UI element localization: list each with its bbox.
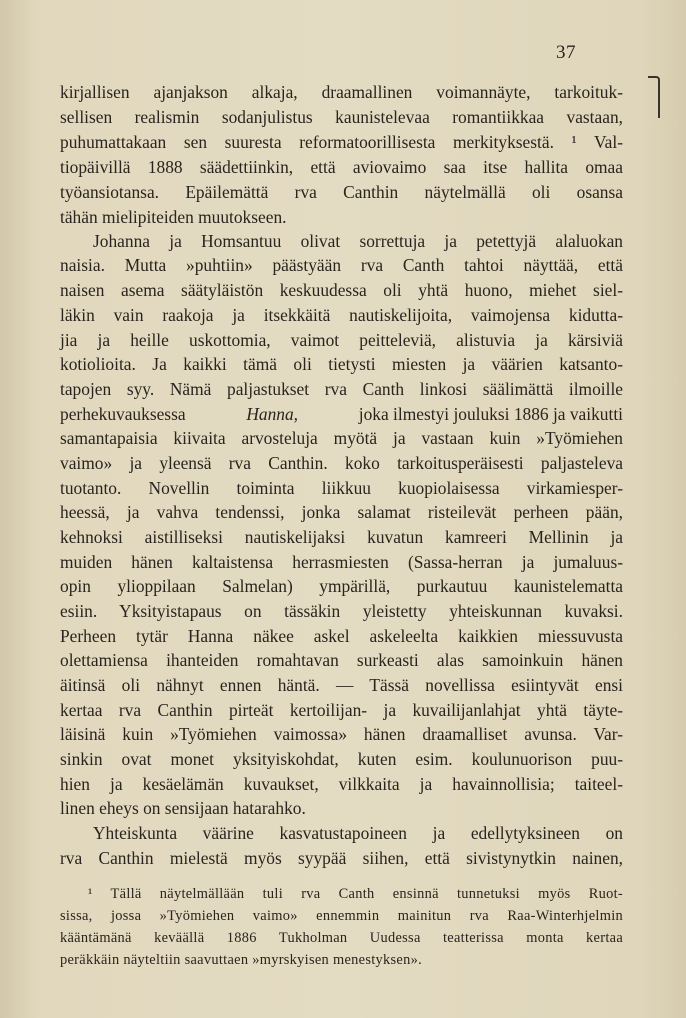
text-line: läisinä kuin »Työmiehen vaimossa» hänen draamalliset avunsa. Var- bbox=[60, 724, 623, 744]
text-line: tuotanto. Novellin toiminta liikkuu kuopiolaisessa virkamiesper- bbox=[60, 478, 623, 498]
text-line: hien ja kesäelämän kuvaukset, vilkkaita ja havainnollisia; taiteel- bbox=[60, 774, 623, 794]
text-line: samantapaisia kiivaita arvosteluja myötä ja vastaan kuin »Työmiehen bbox=[60, 428, 623, 448]
text-line: kehnoksi aistilliseksi nautiskelijaksi kuvatun kamreeri Mellinin ja bbox=[60, 527, 623, 547]
text-line: läkin vain raakoja ja itsekkäitä nautiskelijoita, vaimojensa kidutta- bbox=[60, 305, 623, 325]
text-line: naisia. Mutta »puhtiin» päästyään rva Canth tahtoi näyttää, että bbox=[60, 255, 623, 275]
text-line: jia ja heille uskottomia, vaimot peitteleviä, alistuvia ja kärsiviä bbox=[60, 330, 623, 350]
text-line: heessä, ja vahva tendenssi, jonka salamat risteilevät perheen pään, bbox=[60, 502, 623, 522]
page-number: 37 bbox=[556, 42, 576, 63]
text-line: Perheen tytär Hanna näkee askel askeleelta kaikkien miessuvusta bbox=[60, 626, 623, 646]
text-segment: perhekuvauksessa bbox=[60, 404, 186, 424]
text-line: muiden hänen kaltaistensa herrasmiesten (Sassa-herran ja jumaluus- bbox=[60, 552, 623, 572]
text-line: tapojen syy. Nämä paljastukset rva Canth linkosi säälimättä ilmoille bbox=[60, 379, 623, 399]
text-line: sellisen realismin sodanjulistus kaunistelevaa romantiikkaa vastaan, bbox=[60, 107, 623, 127]
text-line: kertaa rva Canthin pirteät kertoilijan- ja kuvailijanlahjat yhtä täyte- bbox=[60, 700, 623, 720]
text-line: linen eheys on sensijaan hatarahko. bbox=[60, 798, 306, 818]
text-line: rva Canthin mielestä myös syypää siihen, että sivistynytkin nainen, bbox=[60, 848, 623, 868]
text-line: Johanna ja Homsantuu olivat sorrettuja ja petettyjä alaluokan bbox=[93, 231, 623, 251]
text-line: naisen asema säätyläistön keskuudessa oli yhtä huono, miehet siel- bbox=[60, 280, 623, 300]
text-segment-italic: Hanna, bbox=[246, 404, 299, 424]
footnote-line: peräkkäin näyteltiin saavuttaen »myrskyisen menestyksen». bbox=[60, 952, 422, 968]
text-line: Yhteiskunta väärine kasvatustapoineen ja edellytyksineen on bbox=[93, 823, 623, 843]
footnote-line: ¹ Tällä näytelmällään tuli rva Canth ensinnä tunnetuksi myös Ruot- bbox=[88, 886, 623, 902]
text-line: työansiotansa. Epäilemättä rva Canthin näytelmällä oli osansa bbox=[60, 182, 623, 202]
text-segment: joka ilmestyi jouluksi 1886 ja vaikutti bbox=[358, 404, 623, 424]
text-line: esiin. Yksityistapaus on tässäkin yleistetty yhteiskunnan kuvaksi. bbox=[60, 601, 623, 621]
text-line: opin ylioppilaan Salmelan) ympärillä, purkautuu kaunistelematta bbox=[60, 576, 623, 596]
text-line bbox=[60, 402, 623, 426]
text-line: tiopäivillä 1888 säädettiinkin, että aviovaimo saa itse hallita omaa bbox=[60, 157, 623, 177]
text-line: olettamiensa ihanteiden romahtavan surkeasti alas samoinkuin hänen bbox=[60, 650, 623, 670]
text-line: puhumattakaan sen suuresta reformatoorillisesta merkityksestä. ¹ Val- bbox=[60, 132, 623, 152]
text-line: kotiolioita. Ja kaikki tämä oli tietysti miesten ja väärien katsanto- bbox=[60, 354, 623, 374]
text-line: vaimo» ja yleensä rva Canthin. koko tarkoitusperäisesti paljasteleva bbox=[60, 453, 623, 473]
footnote-line: kääntämänä keväällä 1886 Tukholman Uudessa teatterissa monta kertaa bbox=[60, 930, 623, 946]
text-line: kirjallisen ajanjakson alkaja, draamallinen voimannäyte, tarkoituk- bbox=[60, 82, 623, 102]
margin-bracket-mark bbox=[648, 76, 660, 118]
text-line: sinkin ovat monet yksityiskohdat, kuten esim. koulunuorison puu- bbox=[60, 749, 623, 769]
text-line: äitinsä oli nähnyt ennen häntä. — Tässä novellissa esiintyvät ensi bbox=[60, 675, 623, 695]
text-line: tähän mielipiteiden muutokseen. bbox=[60, 207, 287, 227]
footnote-line: sissa, jossa »Työmiehen vaimo» ennemmin mainitun rva Raa-Winterhjelmin bbox=[60, 908, 623, 924]
